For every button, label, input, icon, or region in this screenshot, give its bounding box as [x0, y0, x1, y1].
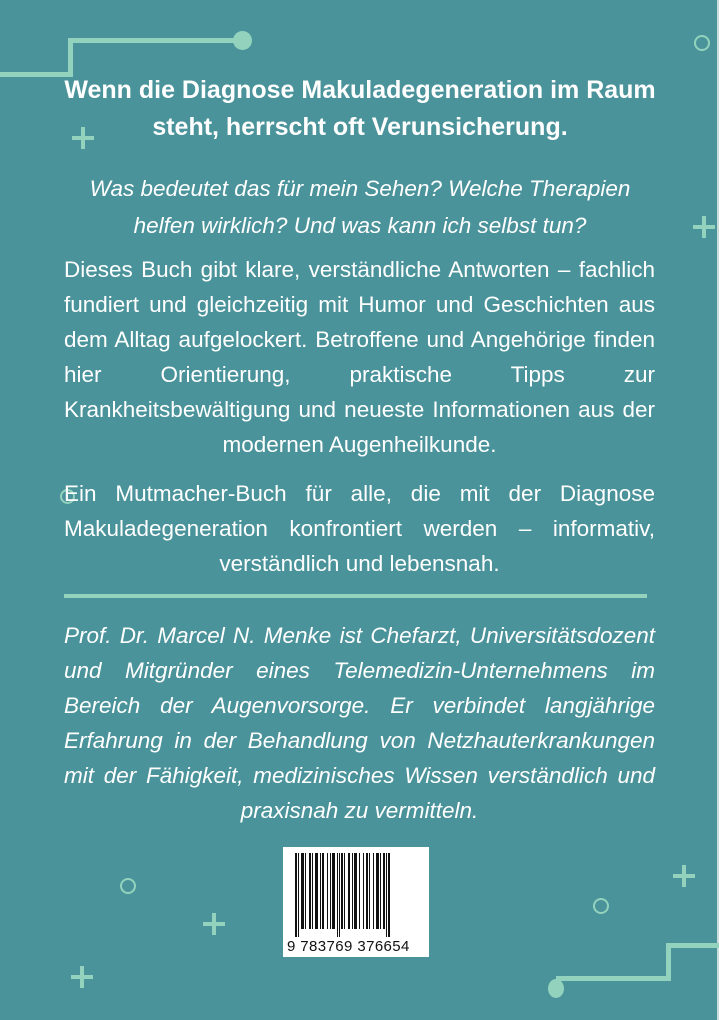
plus-icon	[203, 913, 225, 935]
ring-icon	[120, 878, 136, 894]
description-paragraph-1: Dieses Buch gibt klare, verständliche Antworten – fachlich fundiert und gleichzeitig mit Humor und Geschichten aus dem Alltag aufgelockert. Betroffene und Angehörige finden hier Orientierung, praktische Tipps zur Krankheitsbewältigung und neueste Informationen aus der modernen Augenheilkunde.	[64, 257, 655, 457]
plus-icon	[673, 865, 695, 887]
questions-text: Was bedeutet das für mein Sehen? Welche Therapien helfen wirklich? Und was kann ich selbst tun?	[89, 176, 631, 238]
isbn-number: 9 783769 376654	[287, 938, 410, 955]
plus-icon	[693, 216, 715, 238]
headline: Wenn die Diagnose Makuladegeneration im Raum steht, herrscht oft Verunsicherung.	[64, 76, 656, 141]
description-paragraph-2: Ein Mutmacher-Buch für alle, die mit der Diagnose Makuladegeneration konfrontiert werden – informativ, verständlich und lebensnah.	[64, 481, 655, 576]
divider	[64, 594, 647, 598]
barcode-bars	[295, 853, 421, 937]
plus-icon	[71, 966, 93, 988]
ring-icon	[694, 35, 710, 51]
isbn-barcode	[283, 847, 429, 957]
ring-icon	[593, 898, 609, 914]
author-bio: Prof. Dr. Marcel N. Menke ist Chefarzt, Universitätsdozent und Mitgründer eines Telemedizin-Unternehmens im Bereich der Augenvorsorge. Er verbindet langjährige Erfahrung in der Behandlung von Netzhauterkrankungen mit der Fähigkeit, medizinisches Wissen verständlich und praxisnah zu vermitteln.	[64, 623, 655, 823]
